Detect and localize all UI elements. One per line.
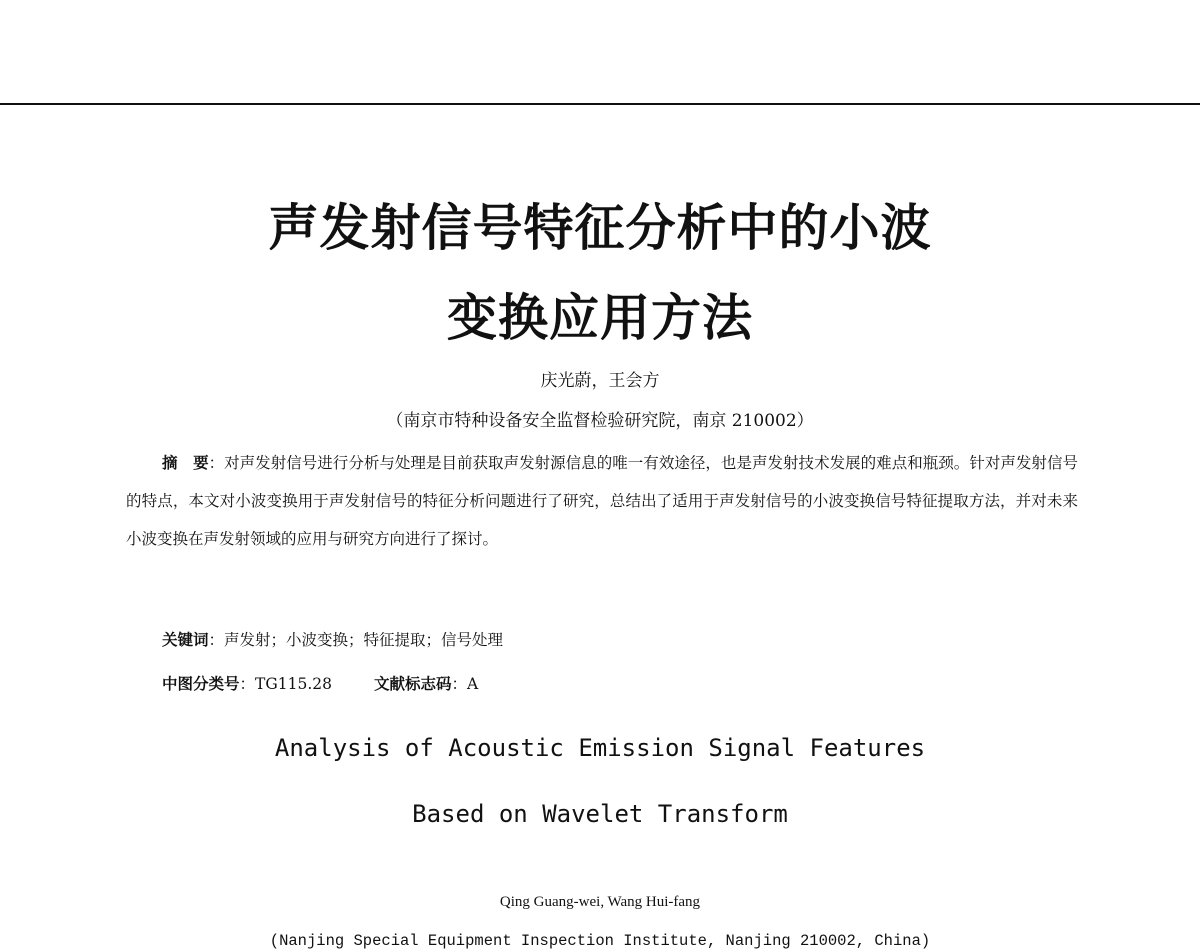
doc-code-label: 文献标志码 xyxy=(373,674,452,693)
classification xyxy=(162,672,478,694)
clc-value: ：TG115.28 xyxy=(239,675,332,693)
title-line-1: 声发射信号特征分析中的小波 xyxy=(268,198,932,257)
header-rule xyxy=(0,103,1200,105)
clc-label: 中图分类号 xyxy=(162,674,240,693)
abstract-text: ：对声发射信号进行分析与处理是目前获取声发射源信息的唯一有效途径，也是声发射技术发展的难点和瓶颈。针对声发射信号的特点，本文对小波变换用于声发射信号的特征分析问题进行了研究，总结出了适用于声发射信号的小波变换信号特征提取方法，并对未来小波变换在声发射领域的应用与研究方向进行了探讨。 xyxy=(126,454,1078,548)
abstract-label: 摘 要 xyxy=(162,453,209,472)
english-title-line-2: Based on Wavelet Transform xyxy=(412,800,788,828)
doc-code-value: ：A xyxy=(451,675,479,693)
keywords-text: ：声发射；小波变换；特征提取；信号处理 xyxy=(208,631,504,649)
abstract xyxy=(126,444,1078,558)
english-title-line-1: Analysis of Acoustic Emission Signal Features xyxy=(274,734,926,762)
english-authors: Qing Guang-wei, Wang Hui-fang xyxy=(499,894,701,910)
affiliation: （南京市特种设备安全监督检验研究院，南京 210002） xyxy=(386,411,814,431)
title-line-2: 变换应用方法 xyxy=(447,288,753,347)
keywords xyxy=(162,628,503,650)
keywords-label: 关键词 xyxy=(162,630,209,649)
authors: 庆光蔚，王会方 xyxy=(540,371,660,391)
english-affiliation: (Nanjing Special Equipment Inspection Institute, Nanjing 210002, China) xyxy=(269,932,931,950)
